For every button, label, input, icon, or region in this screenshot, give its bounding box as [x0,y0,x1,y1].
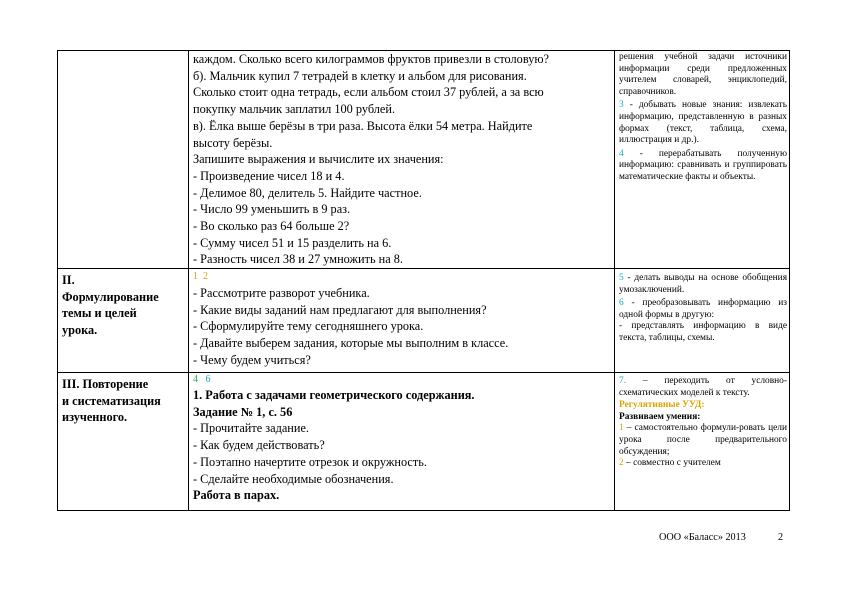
table-right-border [789,50,790,511]
section-heading: 1. Работа с задачами геометрического содержания. [193,388,475,402]
text-line: - Делимое 80, делитель 5. Найдите частное. [193,185,422,200]
row3-col2 [193,373,608,504]
uud-item: 2 – совместно с учителем [619,458,721,469]
uud-item: 5 - делать выводы на основе обобщения умозаключений. [619,273,787,295]
uud-item: 1 – самостоятельно формули-ровать цели урока после предварительного обсуждения; [619,423,787,457]
uud-markers: 1 2 [193,271,208,282]
uud-item: 3 - добывать новые знания: извлекать информацию, представленную в разных формах (текст, таблица, схема, иллюстрация и др.). [619,100,787,146]
uud-item: 4 - перерабатывать полученную информацию: сравнивать и группировать математические факты и объекты. [619,148,787,182]
text-line: в). Ёлка выше берёзы в три раза. Высота ёлки 54 метра. Найдите [193,118,533,133]
text-line: - Прочитайте задание. [193,421,309,436]
text-line: - Какие виды заданий нам предлагают для выполнения? [193,302,487,317]
pair-work-heading: Работа в парах. [193,488,280,503]
table-bottom-border [57,510,790,511]
stage-title: темы и целей [62,306,137,320]
text-line: покупку мальчик заплатил 100 рублей. [193,102,396,117]
row1-col2 [193,51,608,268]
stage-title: III. Повторение [62,377,149,391]
row2-col2 [193,269,608,369]
text-line: - Давайте выберем задания, которые мы выполним в классе. [193,336,509,351]
row2-col3 [619,273,787,345]
text-line: - Рассмотрите разворот учебника. [193,286,370,300]
text-line: - Сделайте необходимые обозначения. [193,471,394,486]
table-left-border [57,50,58,511]
text-line: - Разность чисел 38 и 27 умножить на 8. [193,252,403,267]
task-heading: Задание № 1, с. 56 [193,404,293,419]
stage-title: изученного. [62,410,128,424]
text-line: каждом. Сколько всего килограммов фруктов привезли в столовую? [193,52,549,66]
stage-number: II. [62,273,75,287]
stage-title: урока. [62,322,98,337]
uud-category: Регулятивные УУД: [619,400,705,411]
uud-subheading: Развиваем умения: [619,411,701,422]
row2-col1 [62,272,186,338]
text-line: - Произведение чисел 18 и 4. [193,168,345,183]
row1-col3 [619,52,787,184]
row3-col3 [619,376,787,470]
footer-publisher: ООО «Баласс» 2013 [659,532,746,543]
text-line: Запишите выражения и вычислите их значения: [193,152,444,167]
uud-item: - представлять информацию в виде текста, таблицы, схемы. [619,321,787,343]
stage-title: и систематизация [62,393,161,408]
text-line: высоту берёзы. [193,135,273,150]
text-line: - Поэтапно начертите отрезок и окружность. [193,454,427,469]
row3-col1 [62,376,186,426]
stage-title: Формулирование [62,289,159,304]
text-line: Сколько стоит одна тетрадь, если альбом стоил 37 рублей, а за всю [193,85,544,100]
text-line: б). Мальчик купил 7 тетрадей в клетку и альбом для рисования. [193,68,527,83]
text-line: - Сформулируйте тему сегодняшнего урока. [193,319,424,334]
uud-item: решения учебной задачи источники информации среди предложенных учителем словарей, энциклопедий, справочников. [619,52,787,97]
text-line: - Чему будем учиться? [193,352,311,367]
table-col-divider-1 [188,50,189,511]
text-line: - Число 99 уменьшить в 9 раз. [193,202,351,217]
uud-markers: 4 6 [193,374,211,385]
text-line: - Во сколько раз 64 больше 2? [193,219,350,234]
text-line: - Как будем действовать? [193,438,325,453]
uud-item: 6 - преобразовывать информацию из одной формы в другую: [619,298,787,320]
page-number: 2 [778,532,784,543]
text-line: - Сумму чисел 51 и 15 разделить на 6. [193,235,392,250]
table-col-divider-2 [614,50,615,511]
uud-item: 7. – переходить от условно-схематических моделей к тексту. [619,376,787,398]
